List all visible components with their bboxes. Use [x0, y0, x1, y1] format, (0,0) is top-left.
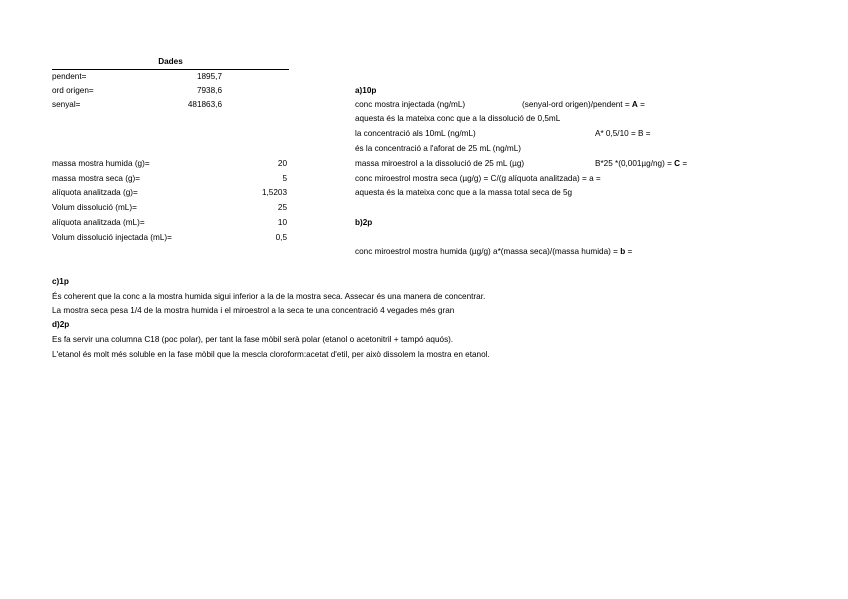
param-value: 5 — [282, 174, 287, 183]
param-value: 10 — [277, 218, 287, 227]
param-value: 20 — [277, 159, 287, 168]
param-value: 0,5 — [275, 233, 287, 242]
param-label: massa mostra humida (g)= — [52, 159, 150, 168]
part-a-heading: a)10p — [355, 86, 377, 95]
param-label: alíquota analitzada (mL)= — [52, 218, 145, 227]
part-d-line1: Es fa servir una columna C18 (poc polar), per tant la fase mòbil serà polar (etanol o acetonitril + tampó aquós). — [52, 335, 454, 344]
dades-value-pendent: 1895,7 — [196, 72, 222, 81]
part-a-line4: és la concentració a l'aforat de 25 mL (ng/mL) — [355, 144, 522, 153]
param-value: 25 — [277, 203, 287, 212]
part-a-line1-formula: (senyal-ord origen)/pendent = A = — [522, 100, 645, 109]
dades-underline — [52, 69, 289, 70]
part-a-line7: aquesta és la mateixa conc que a la massa total seca de 5g — [355, 188, 573, 197]
dades-label-senyal: senyal= — [52, 100, 81, 109]
dades-value-ord-origen: 7938,6 — [196, 86, 222, 95]
param-label: massa mostra seca (g)= — [52, 174, 141, 183]
param-label: Volum dissolució injectada (mL)= — [52, 233, 172, 242]
part-b-heading: b)2p — [355, 218, 373, 227]
part-c-line2: La mostra seca pesa 1/4 de la mostra humida i el miroestrol a la seca te una concentració 4 vegades més gran — [52, 306, 455, 315]
dades-label-ord-origen: ord origen= — [52, 86, 94, 95]
part-a-line3-formula: A* 0,5/10 = B = — [595, 129, 651, 138]
dades-label-pendent: pendent= — [52, 72, 87, 81]
part-a-line5-formula: B*25 *(0,001µg/ng) = C = — [595, 159, 688, 168]
dades-value-senyal: 481863,6 — [187, 100, 222, 109]
part-b-line1: conc miroestrol mostra humida (µg/g) a*(massa seca)/(massa humida) = b = — [355, 247, 633, 256]
param-label: alíquota analitzada (g)= — [52, 188, 138, 197]
dades-title: Dades — [158, 57, 183, 66]
part-d-line2: L'etanol és molt més soluble en la fase mòbil que la mescla cloroform:acetat d'etil, per això dissolem la mostra en etanol. — [52, 350, 490, 359]
param-label: Volum dissolució (mL)= — [52, 203, 137, 212]
part-d-heading: d)2p — [52, 320, 70, 329]
part-c-heading: c)1p — [52, 277, 69, 286]
part-c-line1: És coherent que la conc a la mostra humida sigui inferior a la de la mostra seca. Assecar és una manera de concentrar. — [52, 292, 486, 301]
part-a-line1-label: conc mostra injectada (ng/mL) — [355, 100, 466, 109]
part-a-line3-label: la concentració als 10mL (ng/mL) — [355, 129, 476, 138]
part-a-line2: aquesta és la mateixa conc que a la dissolució de 0,5mL — [355, 114, 561, 123]
part-a-line6: conc miroestrol mostra seca (µg/g) = C/(g alíquota analitzada) = a = — [355, 174, 601, 183]
param-value: 1,5203 — [261, 188, 287, 197]
part-a-line5-label: massa miroestrol a la dissolució de 25 mL (µg) — [355, 159, 525, 168]
